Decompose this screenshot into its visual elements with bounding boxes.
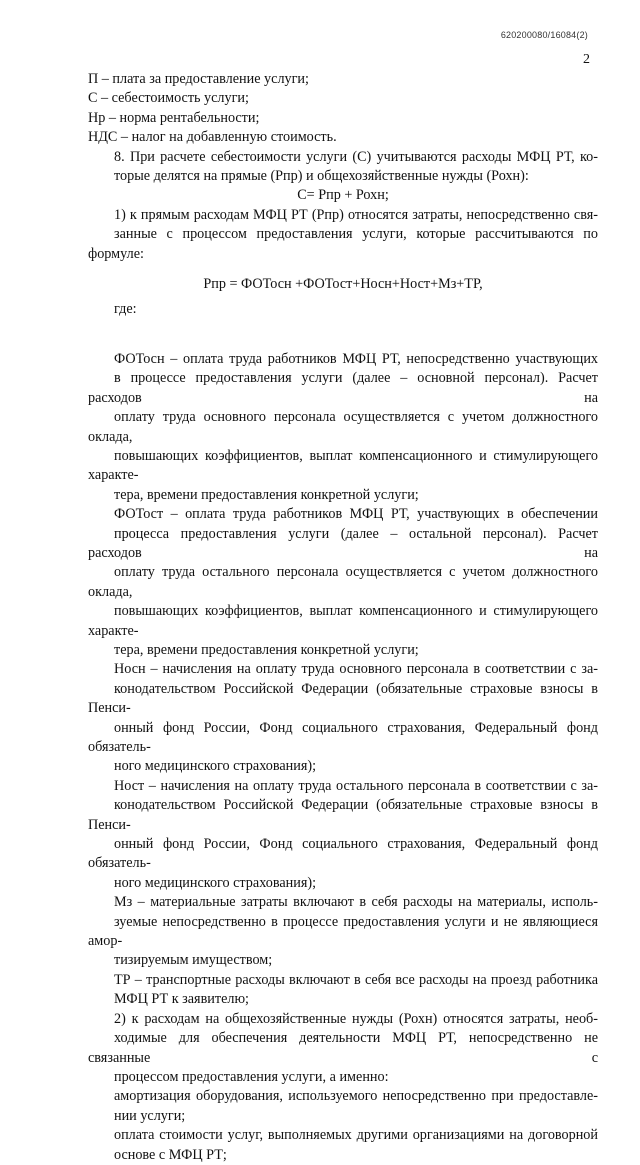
text-line: Носн – начисления на оплату труда основного персонала в соответствии с за-: [114, 661, 598, 678]
document-code: 620200080/16084(2): [500, 30, 588, 40]
def-c: С – себестоимость услуги;: [88, 90, 249, 107]
fot-osn-definition: [88, 350, 598, 505]
fot-ost-definition: [88, 505, 598, 660]
text-line: в процессе предоставления услуги (далее – основной персонал). Расчет расходов на: [88, 370, 598, 406]
item-1-direct-costs: [88, 206, 598, 264]
text-line: тера, времени предоставления конкретной услуги;: [114, 641, 419, 658]
text-line: конодательством Российской Федерации (обязательные страховые взносы в Пенси-: [88, 680, 598, 717]
text-line: 8. При расчете себестоимости услуги (С) учитываются расходы МФЦ РТ, ко-: [114, 148, 598, 165]
text-line: 2) к расходам на общехозяйственные нужды (Рохн) относятся затраты, необ-: [114, 1010, 598, 1027]
text-line: ходимые для обеспечения деятельности МФЦ РТ, непосредственно не связанные с: [88, 1030, 598, 1066]
text-line: оплату труда остального персонала осуществляется с учетом должностного оклада,: [88, 564, 598, 600]
text-line: ного медицинского страхования);: [114, 758, 317, 775]
text-line: повышающих коэффициентов, выплат компенсационного и стимулирующего характе-: [88, 447, 598, 484]
text-line: Ност – начисления на оплату труда остального персонала в соответствии с за-: [114, 777, 598, 794]
formula-rpr: Рпр = ФОТосн +ФОТост+Носн+Ност+Мз+ТР,: [203, 276, 483, 293]
text-line: ТР – транспортные расходы включают в себя все расходы на проезд работника: [114, 971, 598, 988]
text-line: ФОТост – оплата труда работников МФЦ РТ, участвующих в обеспечении: [114, 506, 598, 523]
text-line: процессом предоставления услуги, а именно:: [114, 1068, 389, 1085]
text-line: повышающих коэффициентов, выплат компенсационного и стимулирующего характе-: [88, 603, 598, 639]
text-line: оплата стоимости услуг, выполняемых другими организациями на договорной: [114, 1127, 598, 1144]
paragraph-8: [88, 148, 598, 187]
document-body: [88, 70, 598, 1165]
text-line: основе с МФЦ РТ;: [114, 1146, 227, 1163]
text-line: процесса предоставления услуги (далее – остальной персонал). Расчет расходов на: [88, 525, 598, 561]
nost-definition: [88, 777, 598, 893]
page-number: 2: [583, 52, 590, 67]
formula-c: С= Рпр + Рохн;: [297, 187, 389, 204]
text-line: конодательством Российской Федерации (обязательные страховые взносы в Пенси-: [88, 797, 598, 833]
text-line: 1) к прямым расходам МФЦ РТ (Рпр) относятся затраты, непосредственно свя-: [114, 206, 598, 223]
tr-definition: [88, 971, 598, 1010]
text-line: МФЦ РТ к заявителю;: [114, 991, 249, 1008]
text-line: Мз – материальные затраты включают в себя расходы на материалы, исполь-: [114, 894, 598, 911]
text-line: онный фонд России, Фонд социального страхования, Федеральный фонд обязатель-: [88, 719, 598, 755]
text-line: зуемые непосредственно в процессе предоставления услуги и не являющиеся амор-: [88, 913, 598, 950]
text-line: занные с процессом предоставления услуги, которые рассчитываются по формуле:: [88, 226, 598, 262]
text-line: ного медицинского страхования);: [114, 874, 317, 891]
where-label: где:: [114, 301, 137, 318]
text-line: амортизация оборудования, используемого непосредственно при предоставле-: [114, 1088, 598, 1105]
text-line: оплату труда основного персонала осуществляется с учетом должностного оклада,: [88, 409, 598, 445]
external-services-item: [88, 1126, 598, 1165]
amortization-item: [88, 1087, 598, 1126]
text-line: тизируемым имуществом;: [114, 952, 273, 969]
text-line: торые делятся на прямые (Рпр) и общехозяйственные нужды (Рохн):: [114, 168, 529, 185]
def-nr: Нр – норма рентабельности;: [88, 109, 260, 126]
text-line: нии услуги;: [114, 1107, 186, 1124]
text-line: онный фонд России, Фонд социального страхования, Федеральный фонд обязатель-: [88, 836, 598, 872]
def-nds: НДС – налог на добавленную стоимость.: [88, 129, 337, 146]
item-2-overhead-costs: [88, 1010, 598, 1088]
text-line: тера, времени предоставления конкретной услуги;: [114, 486, 419, 503]
text-line: ФОТосн – оплата труда работников МФЦ РТ, непосредственно участвующих: [114, 350, 598, 367]
nosn-definition: [88, 660, 598, 776]
def-p: П – плата за предоставление услуги;: [88, 71, 309, 87]
